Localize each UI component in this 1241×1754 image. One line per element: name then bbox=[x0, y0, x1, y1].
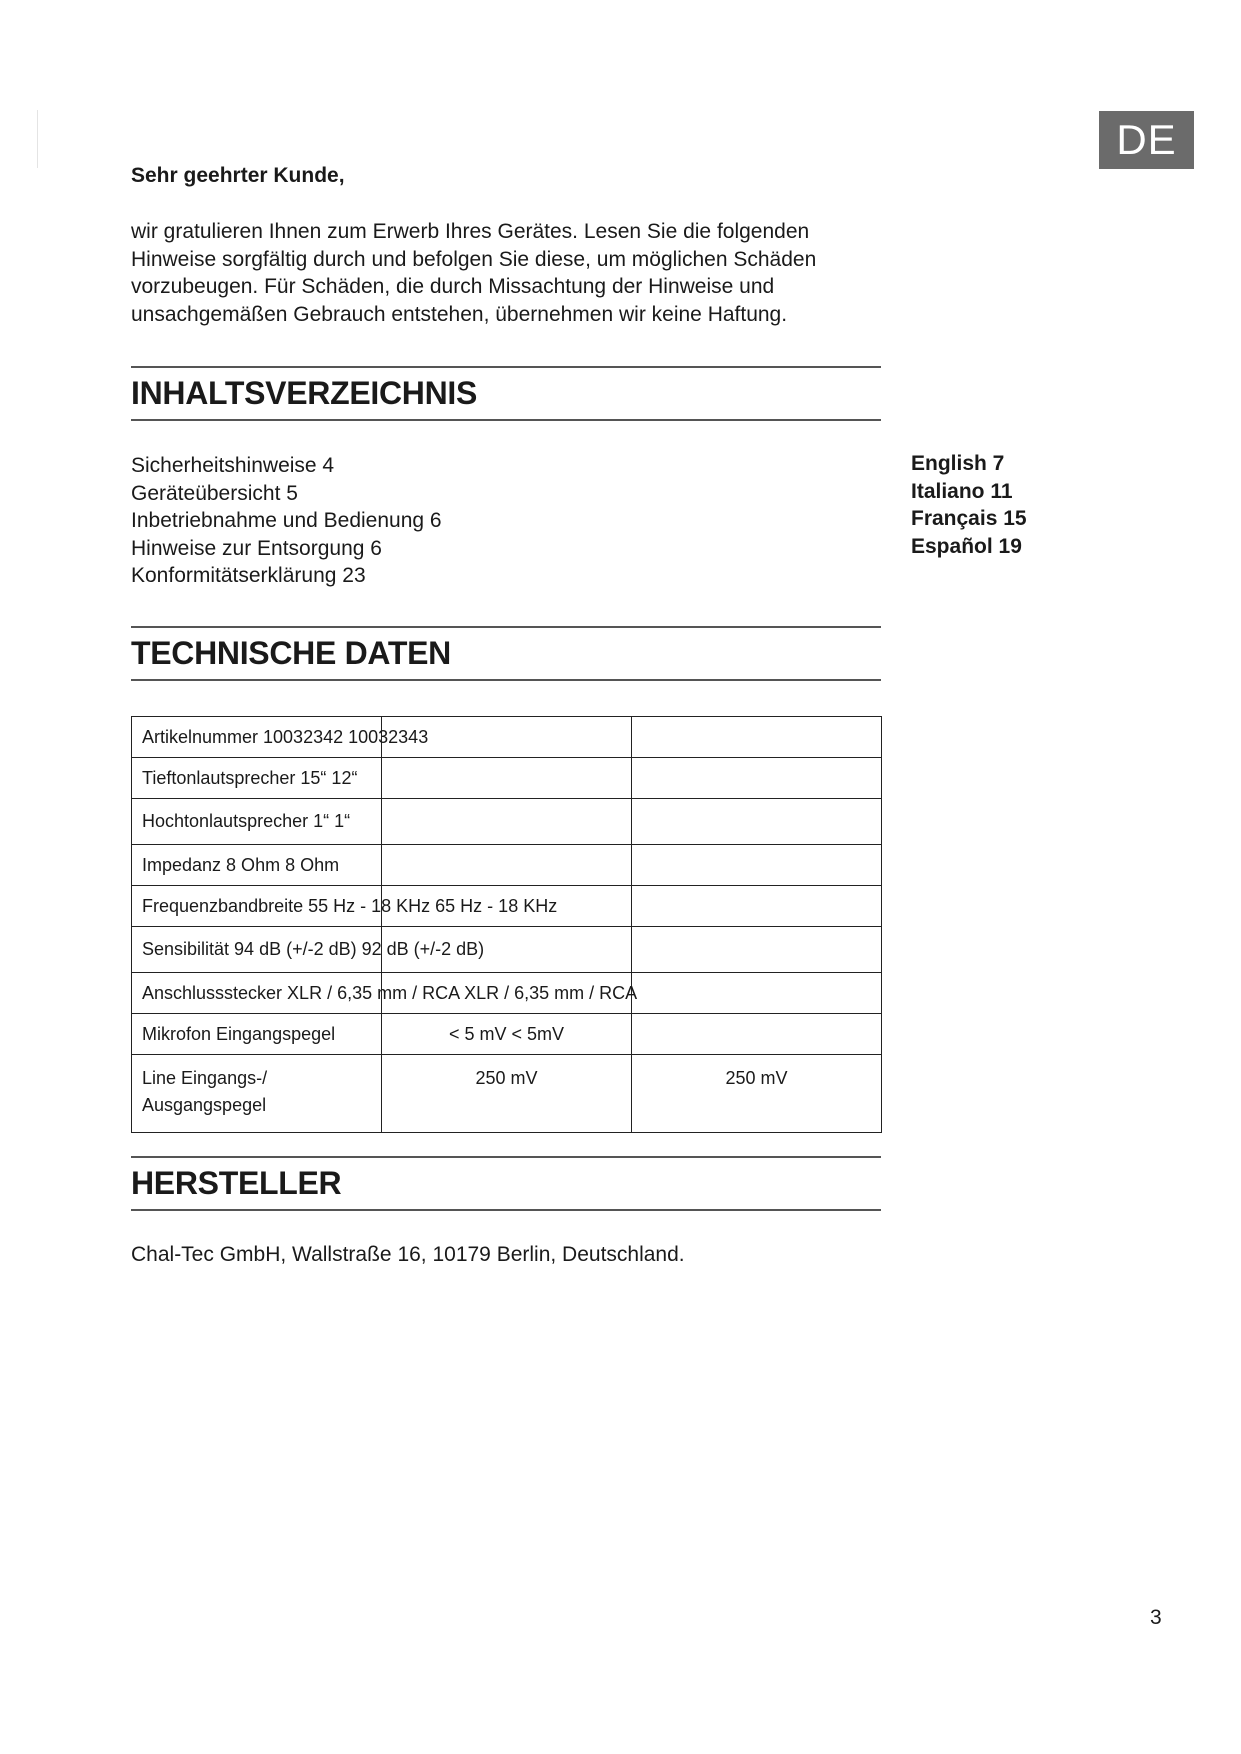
spec-value-cell: < 5 mV < 5mV bbox=[382, 1014, 632, 1055]
toc-title: INHALTSVERZEICHNIS bbox=[131, 375, 478, 411]
manufacturer-title: HERSTELLER bbox=[131, 1165, 342, 1201]
spec-cell: Hochtonlautsprecher 1“ 1“ bbox=[132, 799, 382, 845]
greeting: Sehr geehrter Kunde, bbox=[131, 164, 345, 187]
spec-cell: Sensibilität 94 dB (+/-2 dB) 92 dB (+/-2 dB) bbox=[132, 927, 382, 973]
table-row bbox=[132, 758, 882, 799]
empty-cell bbox=[632, 886, 882, 927]
language-item: English 7 bbox=[911, 452, 1005, 475]
spec-label-cell: Mikrofon Eingangspegel bbox=[132, 1014, 382, 1055]
toc-list bbox=[131, 452, 442, 590]
spec-table bbox=[131, 716, 882, 1133]
table-row bbox=[132, 973, 882, 1014]
table-row bbox=[132, 799, 882, 845]
spec-cell: Impedanz 8 Ohm 8 Ohm bbox=[132, 845, 382, 886]
intro-paragraph: wir gratulieren Ihnen zum Erwerb Ihres Gerätes. Lesen Sie die folgenden Hinweise sorgfältig durch und befolgen Sie diese, um möglichen Schäden vorzubeugen. Für Schäden, die durch Missachtung der Hinweise und unsachgemäßen Gebrauch entstehen, übernehmen wir keine Haftung. bbox=[131, 220, 817, 326]
manufacturer-address: Chal-Tec GmbH, Wallstraße 16, 10179 Berlin, Deutschland. bbox=[131, 1243, 685, 1266]
language-item: Français 15 bbox=[911, 507, 1027, 531]
empty-cell bbox=[632, 758, 882, 799]
empty-cell bbox=[382, 758, 632, 799]
manufacturer-heading-box bbox=[131, 1156, 881, 1211]
empty-cell bbox=[632, 717, 882, 758]
toc-item: Sicherheitshinweise 4 bbox=[131, 454, 335, 477]
empty-cell bbox=[632, 845, 882, 886]
toc-heading-box bbox=[131, 366, 881, 421]
language-badge: DE bbox=[1099, 111, 1194, 169]
toc-item: Hinweise zur Entsorgung 6 bbox=[131, 536, 382, 560]
spec-cell: Frequenzbandbreite 55 Hz - 18 KHz 65 Hz - 18 KHz bbox=[132, 886, 382, 927]
specs-title: TECHNISCHE DATEN bbox=[131, 635, 451, 671]
empty-cell bbox=[632, 973, 882, 1014]
language-item: Italiano 11 bbox=[911, 479, 1013, 503]
empty-cell bbox=[632, 927, 882, 973]
spec-cell: Artikelnummer 10032342 10032343 bbox=[132, 717, 382, 758]
spec-label-cell: Line Eingangs-/ Ausgangspegel bbox=[132, 1055, 382, 1133]
table-row bbox=[132, 886, 882, 927]
empty-cell bbox=[382, 845, 632, 886]
spec-cell: Tieftonlautsprecher 15“ 12“ bbox=[132, 758, 382, 799]
table-row bbox=[132, 927, 882, 973]
spec-cell: Anschlussstecker XLR / 6,35 mm / RCA XLR / 6,35 mm / RCA bbox=[132, 973, 382, 1014]
language-item: Español 19 bbox=[911, 534, 1022, 558]
empty-cell bbox=[632, 799, 882, 845]
table-row bbox=[132, 845, 882, 886]
empty-cell bbox=[632, 1014, 882, 1055]
margin-mark bbox=[37, 110, 38, 168]
specs-heading-box bbox=[131, 626, 881, 681]
page-number: 3 bbox=[1150, 1606, 1162, 1629]
spec-value-cell: 250 mV bbox=[632, 1055, 882, 1133]
empty-cell bbox=[382, 799, 632, 845]
toc-item: Konformitätserklärung 23 bbox=[131, 564, 366, 588]
toc-item: Inbetriebnahme und Bedienung 6 bbox=[131, 509, 442, 533]
table-row bbox=[132, 717, 882, 758]
table-row bbox=[132, 1055, 882, 1133]
language-list bbox=[911, 450, 1027, 560]
spec-value-cell: 250 mV bbox=[382, 1055, 632, 1133]
table-row bbox=[132, 1014, 882, 1055]
toc-item: Geräteübersicht 5 bbox=[131, 481, 298, 505]
